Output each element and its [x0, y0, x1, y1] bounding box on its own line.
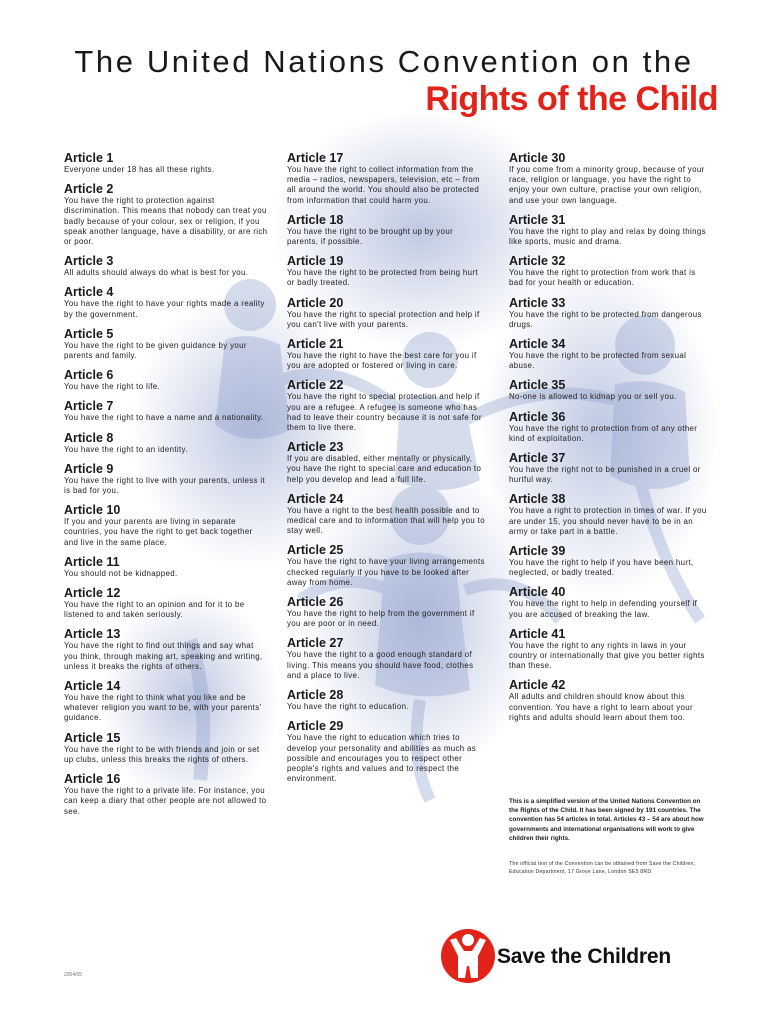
- article-block: [64, 400, 269, 423]
- article-block: [509, 452, 707, 485]
- article-heading: Article 30: [509, 151, 566, 165]
- article-heading: Article 25: [287, 543, 344, 558]
- article-text: You have the right to a private life. For instance, you can keep a diary that other people are not allowed to see.: [64, 786, 267, 816]
- article-text: You have the right to find out things and say what you think, through making art, speaking and writing, unless it breaks the rights of others.: [64, 641, 263, 671]
- article-heading: Article 18: [287, 212, 344, 227]
- article-heading: Article 11: [64, 554, 120, 569]
- article-block: [509, 297, 707, 330]
- article-heading: Article 35: [509, 378, 566, 393]
- article-text: You have the right to be protected from being hurt or badly treated.: [287, 268, 478, 288]
- article-block: [287, 596, 485, 629]
- article-block: [509, 628, 707, 672]
- article-heading: Article 19: [287, 254, 344, 269]
- article-block: [287, 338, 485, 371]
- article-text: You have the right to have a name and a nationality.: [64, 413, 264, 423]
- article-block: [287, 493, 485, 537]
- article-text: You have the right to a good enough standard of living. This means you should have food, clothes and a place to live.: [287, 650, 474, 680]
- article-text: You have the right to be protected from sexual abuse.: [509, 351, 687, 371]
- article-block: [64, 286, 269, 319]
- article-heading: Article 41: [509, 626, 566, 641]
- article-block: [64, 732, 269, 765]
- article-block: [287, 720, 485, 784]
- article-text: You have the right to help from the government if you are poor or in need.: [287, 609, 475, 629]
- article-text: You have the right to think what you like and be whatever religion you want to be, with your parents' guidance.: [64, 693, 262, 723]
- article-text: You have the right to special protection and help if you are a refugee. A refugee is someone who has had to leave their country because it is not safe for them to live there.: [287, 392, 482, 433]
- article-heading: Article 20: [287, 295, 344, 310]
- article-heading: Article 36: [509, 409, 566, 424]
- article-block: [509, 338, 707, 371]
- article-heading: Article 4: [64, 285, 114, 300]
- footer-code: 2004/05: [64, 972, 83, 978]
- article-heading: Article 9: [64, 461, 114, 476]
- article-block: [64, 556, 269, 579]
- article-block: [509, 586, 707, 619]
- article-heading: Article 39: [509, 544, 566, 559]
- article-heading: Article 7: [64, 399, 114, 414]
- article-block: [64, 628, 269, 672]
- article-heading: Article 42: [509, 678, 566, 693]
- article-heading: Article 12: [64, 586, 121, 601]
- article-text: You have the right to have the best care for you if you are adopted or fostered or living in care.: [287, 351, 477, 371]
- article-block: [509, 255, 707, 288]
- article-text: You have the right to life.: [64, 382, 161, 392]
- article-text: You have the right to have your living arrangements checked regularly if you have to be looked after away from home.: [287, 557, 485, 587]
- article-heading: Article 10: [64, 503, 121, 518]
- article-block: [64, 432, 269, 455]
- article-block: [287, 544, 485, 588]
- article-text: You have the right to play and relax by doing things like sports, music and drama.: [509, 226, 706, 247]
- article-block: [509, 679, 707, 723]
- article-heading: Article 1: [64, 151, 114, 165]
- article-text: You have the right to collect information from the media – radios, newspapers, television, etc – from all around the world. You should also be protected from information that could harm you.: [287, 165, 480, 205]
- article-block: [509, 152, 707, 206]
- article-text: You have a right to protection in times of war. If you are under 15, you should never have to be in an army or take part in a battle.: [509, 506, 707, 536]
- article-block: [64, 369, 269, 392]
- article-block: [509, 411, 707, 444]
- article-text: You have the right to help if you have been hurt, neglected, or badly treated.: [509, 558, 694, 578]
- article-heading: Article 37: [509, 451, 566, 466]
- article-heading: Article 8: [64, 430, 114, 445]
- article-heading: Article 26: [287, 595, 344, 610]
- articles-column-1: [64, 152, 269, 825]
- title-line-1: The United Nations Convention on the: [74, 44, 694, 79]
- article-block: [509, 493, 707, 537]
- article-heading: Article 32: [509, 254, 566, 269]
- article-text: You have the right to an identity.: [64, 444, 188, 454]
- articles-column-3: [509, 152, 707, 731]
- logo-text: Save the Children: [497, 945, 671, 968]
- article-text: You have the right to be given guidance by your parents and family.: [64, 340, 247, 361]
- article-heading: Article 23: [287, 440, 344, 455]
- article-heading: Article 17: [287, 151, 344, 165]
- article-block: [287, 637, 485, 681]
- article-text: You should not be kidnapped.: [64, 568, 178, 578]
- article-text: You have the right not to be punished in a cruel or hurtful way.: [509, 465, 701, 485]
- article-text: You have the right to be protected from dangerous drugs.: [509, 309, 702, 329]
- article-heading: Article 16: [64, 772, 121, 787]
- article-block: [64, 152, 269, 175]
- article-text: You have the right to protection from work that is bad for your health or education.: [509, 268, 696, 288]
- article-block: [509, 214, 707, 247]
- article-text: You have the right to live with your parents, unless it is bad for you.: [64, 475, 265, 496]
- official-text-source: The official text of the Convention can be obtained from Save the Children, Education Department, 17 Grove Lane, London SE5 8RD.: [509, 861, 696, 875]
- article-heading: Article 14: [64, 679, 121, 694]
- article-block: [287, 214, 485, 247]
- article-heading: Article 31: [509, 212, 566, 227]
- article-heading: Article 6: [64, 368, 114, 383]
- article-block: [287, 297, 485, 330]
- article-text: You have the right to have your rights made a reality by the government.: [64, 299, 265, 319]
- article-block: [509, 545, 707, 578]
- article-text: You have the right to protection from of any other kind of exploitation.: [509, 423, 698, 443]
- article-block: [287, 152, 485, 206]
- article-block: [509, 379, 707, 402]
- title-line-2: Rights of the Child: [425, 80, 718, 118]
- article-heading: Article 22: [287, 378, 344, 393]
- article-text: You have the right to be brought up by your parents, if possible.: [287, 226, 454, 247]
- article-text: You have the right to education.: [287, 702, 409, 712]
- article-heading: Article 24: [287, 491, 344, 506]
- article-text: You have the right to any rights in laws in your country or internationally that give you better rights than these.: [509, 640, 705, 671]
- article-text: No-one is allowed to kidnap you or sell you.: [509, 392, 677, 402]
- article-text: All adults should always do what is best for you.: [64, 268, 249, 278]
- article-text: You have the right to protection against discrimination. This means that nobody can treat you badly because of your colour, sex or religion, if you speak another language, have a disability, or are rich or poor.: [64, 196, 268, 247]
- article-block: [287, 689, 485, 712]
- article-heading: Article 15: [64, 730, 121, 745]
- article-text: You have the right to help in defending yourself if you are accused of breaking the law.: [509, 599, 698, 619]
- article-heading: Article 40: [509, 585, 566, 600]
- article-text: You have the right to education which tries to develop your personality and abilities as much as possible and encourages you to respect other people's rights and values and to respect the environment.: [287, 733, 477, 784]
- article-text: You have a right to the best health possible and to medical care and to information that will help you to stay well.: [287, 505, 485, 536]
- article-heading: Article 2: [64, 182, 114, 197]
- article-block: [64, 680, 269, 724]
- article-text: You have the right to an opinion and for it to be listened to and taken seriously.: [64, 600, 245, 620]
- article-block: [64, 183, 269, 247]
- article-heading: Article 13: [64, 627, 121, 642]
- article-text: You have the right to be with friends and join or set up clubs, unless this breaks the rights of others.: [64, 744, 260, 764]
- article-heading: Article 21: [287, 337, 344, 352]
- article-text: You have the right to special protection and help if you can't live with your parents.: [287, 309, 480, 329]
- article-text: Everyone under 18 has all these rights.: [64, 165, 215, 174]
- article-block: [287, 255, 485, 288]
- article-heading: Article 28: [287, 688, 344, 703]
- article-heading: Article 34: [509, 337, 566, 352]
- article-heading: Article 3: [64, 254, 114, 269]
- simplified-version-note: This is a simplified version of the United Nations Convention on the Rights of the Child. It has been signed by 191 countries. The convention has 54 articles in total. Articles 43 – 54 are about how governments and international organisations will work to give children their rights.: [509, 798, 704, 842]
- article-block: [64, 773, 269, 817]
- article-block: [64, 328, 269, 361]
- article-block: [64, 587, 269, 620]
- articles-column-2: [287, 152, 485, 792]
- article-text: If you are disabled, either mentally or physically, you have the right to special care and education to help you develop and lead a full life.: [287, 454, 482, 484]
- article-heading: Article 27: [287, 636, 344, 651]
- article-heading: Article 38: [509, 492, 566, 507]
- article-heading: Article 5: [64, 326, 114, 341]
- article-block: [287, 379, 485, 433]
- article-heading: Article 33: [509, 295, 566, 310]
- article-block: [64, 504, 269, 548]
- article-text: If you and your parents are living in separate countries, you have the right to get back together and live in the same place.: [64, 517, 253, 547]
- article-block: [287, 441, 485, 485]
- article-text: If you come from a minority group, because of your race, religion or language, you have the right to enjoy your own culture, practise your own religion, and use your own language.: [509, 165, 705, 205]
- article-text: All adults and children should know about this convention. You have a right to learn about your rights and adults should learn about them too.: [509, 692, 693, 722]
- article-heading: Article 29: [287, 719, 344, 734]
- article-block: [64, 463, 269, 496]
- article-block: [64, 255, 269, 278]
